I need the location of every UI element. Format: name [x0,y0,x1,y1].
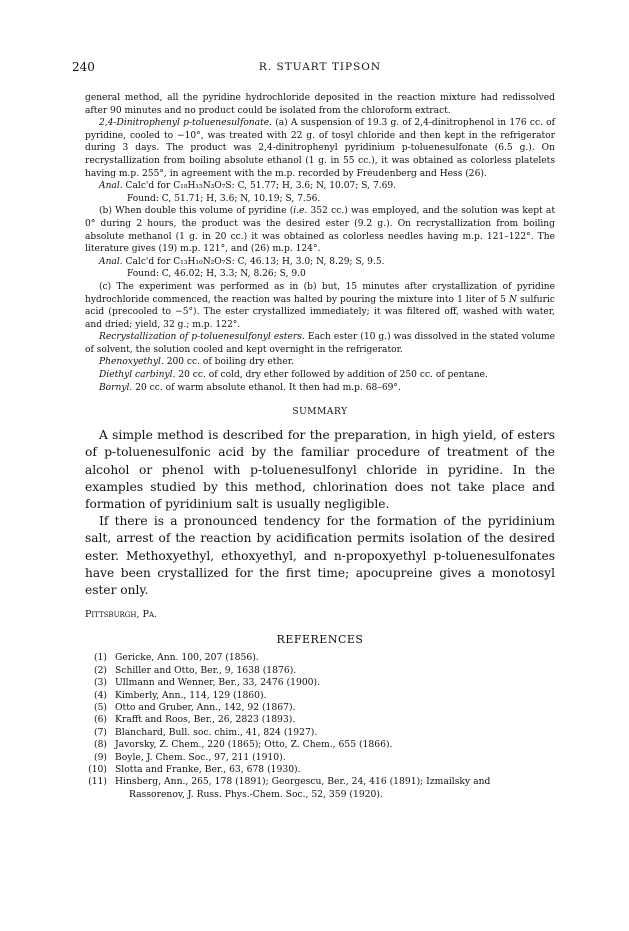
reference-number: (4) [93,689,107,701]
reference-text: Hinsberg, Ann., 265, 178 (1891); Georgescu, Ber., 24, 416 (1891); Izmailsky and [115,776,491,788]
reference-text: Gericke, Ann. 100, 207 (1856). [115,652,259,664]
paragraph: A simple method is described for the preparation, in high yield, of esters of p-toluenesulfonic acid by the familiar procedure of treatment of the alcohol or phenol with p-toluenesulfonyl chloride in pyridine. In the examples studied by this method, chlorination does not take place and formation of pyridinium salt is usually negligible. [85,428,555,512]
reference-item [85,690,555,702]
reference-number: (3) [93,677,107,689]
reference-number: (6) [93,714,107,726]
references-heading: REFERENCES [276,633,364,647]
reference-number: (7) [93,726,107,738]
reference-text: Javorsky, Z. Chem., 220 (1865); Otto, Z. Chem., 655 (1866). [115,739,393,751]
reference-text: Schiller and Otto, Ber., 9, 1638 (1876). [115,664,297,676]
paragraph: (c) The experiment was performed as in (b) but, 15 minutes after crystallization of pyridine hydrochloride commenced, the reaction was halted by pouring the mixture into 1 liter of 5 N sulfuric acid (precooled to −5°). The ester crystallized immediately; it was filtered off, washed with water, and dried; yield, 32 g.; m.p. 122°. [85,281,555,330]
summary-heading: SUMMARY [292,407,348,418]
paragraph: Bornyl. 20 cc. of warm absolute ethanol. It then had m.p. 68–69°. [99,382,401,393]
paragraph: Recrystallization of p-toluenesulfonyl esters. Each ester (10 g.) was dissolved in the stated volume of solvent, the solution cooled and kept overnight in the refrigerator. [85,332,555,355]
reference-item [85,702,555,714]
compound-title: 2,4-Dinitrophenyl p-toluenesulfonate. [99,118,273,129]
reference-item [85,739,555,751]
section-subtitle: Recrystallization of p-toluenesulfonyl esters. [99,332,305,343]
reference-item [85,764,555,776]
reference-number: (11) [88,776,107,788]
reference-number: (9) [93,751,107,763]
summary-text [85,427,555,599]
found-line: Found: C, 46.02; H, 3.3; N, 8.26; S, 9.0 [127,269,306,280]
paragraph: If there is a pronounced tendency for the formation of the pyridinium salt, arrest of the reaction by acidification permits isolation of the desired ester. Methoxyethyl, ethoxyethyl, and n-propoxyethyl p-toluenesulfonates have been crystallized for the first time; apocupreine gives a monotosyl ester only. [85,514,555,598]
paragraph: (b) When double this volume of pyridine (i.e. 352 cc.) was employed, and the solution was kept at 0° during 2 hours, the product was the desired ester (9.2 g.). On recrystallization from boiling absolute methanol (1 g. in 20 cc.) it was obtained as colorless needles having m.p. 121–122°. The literature gives (19) m.p. 121°, and (26) m.p. 124°. [85,206,555,255]
paragraph: Phenoxyethyl. 200 cc. of boiling dry ether. [99,357,294,368]
author-location: Pittsburgh, Pa. [85,609,157,621]
reference-text: Slotta and Franke, Ber., 63, 678 (1930). [115,763,301,775]
reference-text: Ullmann and Wenner, Ber., 33, 2476 (1900). [115,677,321,689]
paragraph: Diethyl carbinyl. 20 cc. of cold, dry ether followed by addition of 250 cc. of pentane. [99,370,488,381]
analysis-line: Anal. Calc'd for C₁₈H₁₅N₃O₇S: C, 51.77; H, 3.6; N, 10.07; S, 7.69. [99,181,397,192]
found-line: Found: C, 51.71; H, 3.6; N, 10.19; S, 7.56. [127,193,321,204]
reference-text: Otto and Gruber, Ann., 142, 92 (1867). [115,701,296,713]
reference-text: Kimberly, Ann., 114, 129 (1860). [115,689,267,701]
analysis-line: Anal. Calc'd for C₁₃H₁₀N₂O₇S: C, 46.13; H, 3.0; N, 8.29; S, 9.5. [99,256,385,267]
reference-text: Krafft and Roos, Ber., 26, 2823 (1893). [115,714,296,726]
page-header [72,60,555,76]
reference-item [85,665,555,677]
reference-text-continued: Rassorenov, J. Russ. Phys.-Chem. Soc., 52, 359 (1920). [129,788,383,800]
paragraph: 2,4-Dinitrophenyl p-toluenesulfonate. (a) A suspension of 19.3 g. of 2,4-dinitrophenol in 176 cc. of pyridine, cooled to −10°, was treated with 22 g. of tosyl chloride and then kept in the refrigerator during 3 days. The product was 2,4-dinitrophenyl pyridinium p-toluenesulfonate (6.5 g.). On recrystallization from boiling absolute ethanol (1 g. in 55 cc.), it was obtained as colorless platelets having m.p. 255°, in agreement with the m.p. recorded by Freudenberg and Hess (26). [85,118,555,179]
page [72,60,555,801]
reference-item [85,652,555,664]
reference-number: (2) [93,664,107,676]
reference-list [85,652,555,801]
page-number: 240 [72,60,95,74]
experimental-text [85,92,555,394]
reference-item [85,752,555,764]
reference-number: (8) [93,739,107,751]
reference-number: (5) [93,701,107,713]
reference-text: Blanchard, Bull. soc. chim., 41, 824 (1927). [115,726,318,738]
paragraph: general method, all the pyridine hydrochloride deposited in the reaction mixture had redissolved after 90 minutes and no product could be isolated from the chloroform extract. [85,93,555,116]
reference-number: (10) [88,763,107,775]
reference-item [85,677,555,689]
reference-item [85,776,555,801]
reference-item [85,714,555,726]
reference-number: (1) [93,652,107,664]
reference-item [85,727,555,739]
running-title: R. STUART TIPSON [258,61,382,73]
reference-text: Boyle, J. Chem. Soc., 97, 211 (1910). [115,751,286,763]
